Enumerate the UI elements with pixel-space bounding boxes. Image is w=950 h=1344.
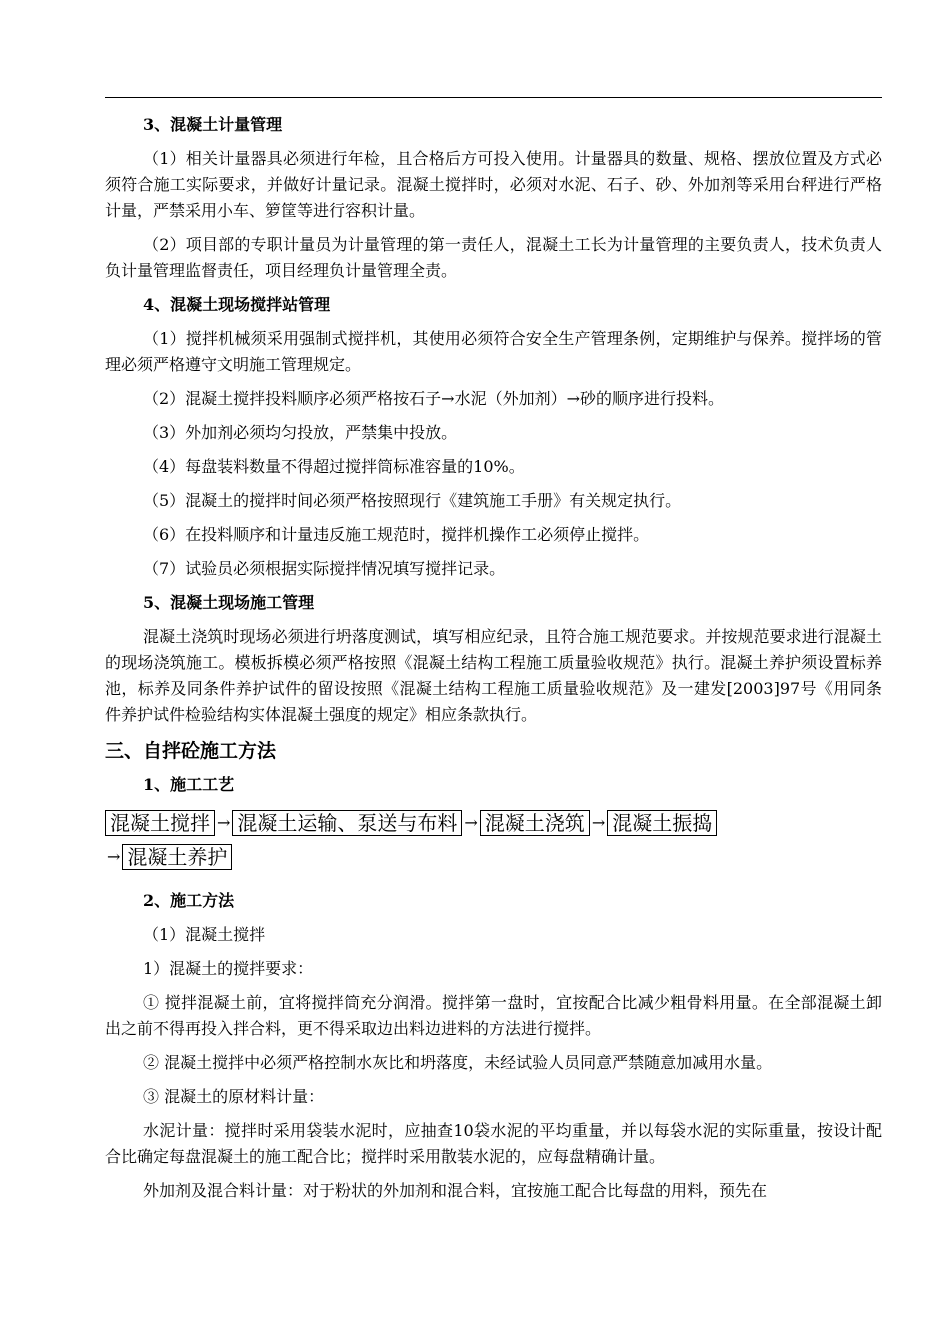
- section-4-item: （6）在投料顺序和计量违反施工规范时，搅拌机操作工必须停止搅拌。: [143, 525, 650, 544]
- cement-metering: 水泥计量：搅拌时采用袋装水泥时，应抽查10袋水泥的平均重量，并以每袋水泥的实际重量，按设计配合比确定每盘混凝土的施工配合比；搅拌时采用散装水泥的，应每盘精确计量。: [105, 1121, 882, 1166]
- chapter-3-heading: 三、自拌砼施工方法: [105, 740, 277, 762]
- section-4-item: （5）混凝土的搅拌时间必须严格按照现行《建筑施工手册》有关规定执行。: [143, 491, 682, 510]
- section-4-item: （3）外加剂必须均匀投放，严禁集中投放。: [143, 423, 458, 442]
- flow-arrow: →: [464, 813, 478, 832]
- flow-step-mixing: 混凝土搅拌: [105, 810, 215, 836]
- flow-step-pouring: 混凝土浇筑: [480, 810, 590, 836]
- section-3-paragraph-1: （1）相关计量器具必须进行年检，且合格后方可投入使用。计量器具的数量、规格、摆放位置及方式必须符合施工实际要求，并做好计量记录。混凝土搅拌时，必须对水泥、石子、砂、外加剂等采用台秤进行严格计量，严禁采用小车、箩筐等进行容积计量。: [105, 149, 882, 220]
- section-5-heading: 5、混凝土现场施工管理: [143, 593, 315, 612]
- construction-method-heading: 2、施工方法: [143, 891, 235, 910]
- mixing-requirement-2: ② 混凝土搅拌中必须严格控制水灰比和坍落度，未经试验人员同意严禁随意加减用水量。: [143, 1053, 773, 1072]
- flow-arrow: →: [217, 813, 231, 832]
- flow-step-curing: 混凝土养护: [122, 844, 232, 870]
- section-3-heading: 3、混凝土计量管理: [143, 115, 283, 134]
- section-4-item: （7）试验员必须根据实际搅拌情况填写搅拌记录。: [143, 559, 506, 578]
- flow-step-vibrating: 混凝土振捣: [607, 810, 717, 836]
- method-item-mixing: （1）混凝土搅拌: [143, 925, 266, 944]
- section-5-paragraph: 混凝土浇筑时现场必须进行坍落度测试，填写相应纪录，且符合施工规范要求。并按规范要求进行混凝土的现场浇筑施工。模板拆模必须严格按照《混凝土结构工程施工质量验收规范》执行。混凝土养护须设置标养池，标养及同条件养护试件的留设按照《混凝土结构工程施工质量验收规范》及一建发[2003]97号《用同条件养护试件检验结构实体混凝土强度的规定》相应条款执行。: [105, 627, 882, 724]
- section-4-paragraph-1: （1）搅拌机械须采用强制式搅拌机，其使用必须符合安全生产管理条例，定期维护与保养。搅拌场的管理必须严格遵守文明施工管理规定。: [105, 329, 882, 374]
- process-flow: [105, 806, 882, 874]
- flow-arrow: →: [591, 813, 606, 832]
- mixing-requirements-label: 1）混凝土的搅拌要求：: [143, 959, 314, 978]
- section-3-paragraph-2: （2）项目部的专职计量员为计量管理的第一责任人，混凝土工长为计量管理的主要负责人，技术负责人负计量管理监督责任，项目经理负计量管理全责。: [105, 235, 882, 280]
- flow-arrow: →: [107, 847, 121, 866]
- additive-metering: 外加剂及混合料计量：对于粉状的外加剂和混合料，宜按施工配合比每盘的用料，预先在: [143, 1181, 768, 1200]
- section-4-heading: 4、混凝土现场搅拌站管理: [143, 295, 331, 314]
- header-rule: [105, 97, 882, 98]
- process-flow-row-1: [105, 806, 882, 840]
- section-4-item: （2）混凝土搅拌投料顺序必须严格按石子→水泥（外加剂）→砂的顺序进行投料。: [143, 389, 724, 408]
- process-flow-row-2: [105, 840, 882, 874]
- section-4-item: （4）每盘装料数量不得超过搅拌筒标准容量的10%。: [143, 457, 525, 476]
- flow-step-transport: 混凝土运输、泵送与布料: [232, 810, 462, 836]
- construction-process-heading: 1、施工工艺: [143, 775, 235, 794]
- mixing-requirement-3: ③ 混凝土的原材料计量：: [143, 1087, 325, 1106]
- document-body: [105, 112, 882, 1212]
- mixing-requirement-1: ① 搅拌混凝土前，宜将搅拌筒充分润滑。搅拌第一盘时，宜按配合比减少粗骨料用量。在全部混凝土卸出之前不得再投入拌合料，更不得采取边出料边进料的方法进行搅拌。: [105, 993, 882, 1038]
